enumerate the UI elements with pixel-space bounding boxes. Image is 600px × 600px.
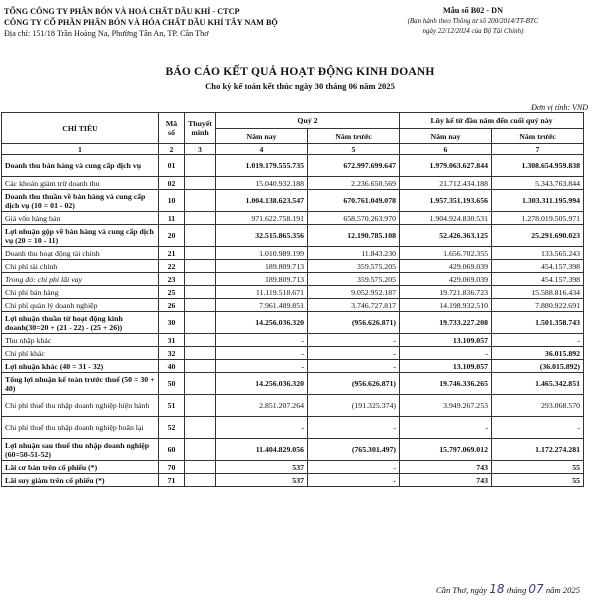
column-index-cell: 2 (159, 144, 185, 155)
row-note (185, 225, 216, 247)
row-note (185, 247, 216, 260)
row-code: 22 (159, 260, 185, 273)
form-note-2: ngày 22/12/2024 của Bộ Tài Chính) (422, 27, 524, 35)
row-note (185, 439, 216, 461)
row-label: Giá vốn hàng bán (2, 212, 159, 225)
value-quarter-this-year: - (216, 347, 308, 360)
company-name: CÔNG TY CỔ PHẦN PHÂN BÓN VÀ HÓA CHẤT DẦU KHÍ TÂY NAM BỘ (4, 18, 278, 27)
header-ytd-this-year: Năm nay (400, 129, 492, 144)
value-ytd-last-year: (36.015.892) (492, 360, 584, 373)
value-ytd-last-year: 1.303.311.195.994 (492, 190, 584, 212)
value-quarter-last-year: (956.626.871) (308, 373, 400, 395)
header-quarter-last-year: Năm trước (308, 129, 400, 144)
table-row (2, 439, 584, 461)
signature-year: năm 2025 (545, 585, 580, 595)
column-index-cell: 3 (185, 144, 216, 155)
value-ytd-last-year: 55 (492, 474, 584, 487)
value-ytd-last-year: 1.501.358.743 (492, 312, 584, 334)
value-ytd-this-year: 21.712.434.188 (400, 177, 492, 190)
value-quarter-this-year: 1.010.989.199 (216, 247, 308, 260)
value-quarter-last-year: (191.325.374) (308, 395, 400, 417)
value-ytd-last-year: 1.278.019.505.971 (492, 212, 584, 225)
signature-place: Cần Thơ, ngày (435, 585, 488, 595)
value-quarter-this-year: 2.851.207.264 (216, 395, 308, 417)
row-note (185, 373, 216, 395)
report-subtitle: Cho kỳ kế toán kết thúc ngày 30 tháng 06 năm 2025 (205, 81, 395, 91)
value-ytd-last-year: 454.157.398 (492, 273, 584, 286)
value-quarter-this-year: 537 (216, 461, 308, 474)
value-quarter-last-year: 658.570.263.970 (308, 212, 400, 225)
value-quarter-this-year: 11.404.829.056 (216, 439, 308, 461)
row-label: Chi phí quản lý doanh nghiệp (2, 299, 159, 312)
value-quarter-this-year: 189.809.713 (216, 273, 308, 286)
row-note (185, 155, 216, 177)
value-quarter-last-year: 12.190.785.108 (308, 225, 400, 247)
row-code: 60 (159, 439, 185, 461)
value-ytd-this-year: 3.949.267.253 (400, 395, 492, 417)
signature-date (436, 582, 580, 596)
row-note (185, 461, 216, 474)
row-label: Lãi cơ bản trên cổ phiếu (*) (2, 461, 159, 474)
value-ytd-last-year: 1.465.342.851 (492, 373, 584, 395)
row-note (185, 360, 216, 373)
value-quarter-this-year: 14.256.036.320 (216, 312, 308, 334)
value-quarter-last-year: 359.575.205 (308, 273, 400, 286)
value-quarter-this-year: 971.622.758.191 (216, 212, 308, 225)
value-ytd-this-year: 15.797.069.012 (400, 439, 492, 461)
form-number: Mẫu số B02 - DN (442, 6, 504, 15)
row-code: 11 (159, 212, 185, 225)
value-ytd-this-year: 13.109.057 (400, 360, 492, 373)
value-quarter-last-year: 3.746.727.817 (308, 299, 400, 312)
row-code: 26 (159, 299, 185, 312)
row-label: Doanh thu thuần về bán hàng và cung cấp dịch vụ (10 = 01 - 02) (2, 190, 159, 212)
column-index-row (2, 144, 584, 155)
row-note (185, 417, 216, 439)
value-quarter-this-year: 1.019.179.555.735 (216, 155, 308, 177)
row-note (185, 190, 216, 212)
header-code: Mã số (159, 113, 185, 144)
row-note (185, 273, 216, 286)
row-label: Chi phí tài chính (2, 260, 159, 273)
row-code: 20 (159, 225, 185, 247)
value-ytd-last-year: 133.565.243 (492, 247, 584, 260)
value-ytd-last-year: 1.308.654.959.838 (492, 155, 584, 177)
column-index-cell: 7 (492, 144, 584, 155)
table-row (2, 334, 584, 347)
table-row (2, 417, 584, 439)
value-ytd-this-year: 1.979.063.627.844 (400, 155, 492, 177)
table-row (2, 360, 584, 373)
value-quarter-this-year: 537 (216, 474, 308, 487)
row-code: 30 (159, 312, 185, 334)
table-row (2, 190, 584, 212)
table-row (2, 373, 584, 395)
value-quarter-this-year: - (216, 417, 308, 439)
row-code: 51 (159, 395, 185, 417)
row-label: Chi phí khác (2, 347, 159, 360)
row-code: 02 (159, 177, 185, 190)
row-code: 50 (159, 373, 185, 395)
income-statement-table (1, 112, 584, 487)
value-ytd-last-year: 5.343.763.844 (492, 177, 584, 190)
value-ytd-this-year: 743 (400, 474, 492, 487)
value-ytd-this-year: 14.198.932.510 (400, 299, 492, 312)
value-ytd-last-year: 7.880.922.691 (492, 299, 584, 312)
value-quarter-last-year: - (308, 461, 400, 474)
value-ytd-this-year: 1.656.702.355 (400, 247, 492, 260)
row-note (185, 395, 216, 417)
row-code: 40 (159, 360, 185, 373)
value-quarter-last-year: 11.843.230 (308, 247, 400, 260)
table-row (2, 260, 584, 273)
table-row (2, 212, 584, 225)
row-label: Chi phí thuế thu nhập doanh nghiệp hoãn lại (2, 417, 159, 439)
table-row (2, 312, 584, 334)
row-label: Chi phí thuế thu nhập doanh nghiệp hiện hành (2, 395, 159, 417)
row-code: 31 (159, 334, 185, 347)
table-row (2, 273, 584, 286)
company-address: Địa chỉ: 151/18 Trần Hoàng Na, Phường Tân An, TP. Cần Thơ (4, 29, 209, 38)
value-quarter-last-year: 672.997.699.647 (308, 155, 400, 177)
signature-day: 18 (489, 582, 505, 596)
value-quarter-this-year: 32.515.865.356 (216, 225, 308, 247)
column-index-cell: 4 (216, 144, 308, 155)
value-quarter-this-year: 189.809.713 (216, 260, 308, 273)
column-index-cell: 5 (308, 144, 400, 155)
value-ytd-this-year: 1.904.924.830.531 (400, 212, 492, 225)
value-quarter-this-year: 7.961.489.851 (216, 299, 308, 312)
row-code: 70 (159, 461, 185, 474)
form-header (378, 6, 568, 36)
value-ytd-last-year: 15.588.816.434 (492, 286, 584, 299)
value-ytd-this-year: 429.069.039 (400, 260, 492, 273)
table-row (2, 247, 584, 260)
column-index-cell: 1 (2, 144, 159, 155)
row-note (185, 474, 216, 487)
value-ytd-last-year: 25.291.690.023 (492, 225, 584, 247)
value-ytd-this-year: 1.957.351.193.656 (400, 190, 492, 212)
row-code: 21 (159, 247, 185, 260)
value-quarter-last-year: - (308, 347, 400, 360)
row-code: 52 (159, 417, 185, 439)
row-code: 32 (159, 347, 185, 360)
value-ytd-last-year: 55 (492, 461, 584, 474)
value-ytd-this-year: 19.746.336.265 (400, 373, 492, 395)
row-label: Chi phí bán hàng (2, 286, 159, 299)
parent-company-name: TỔNG CÔNG TY PHÂN BÓN VÀ HOÁ CHẤT DẦU KHÍ - CTCP (4, 7, 240, 16)
value-quarter-last-year: - (308, 474, 400, 487)
row-code: 23 (159, 273, 185, 286)
report-title: BÁO CÁO KẾT QUẢ HOẠT ĐỘNG KINH DOANH (165, 66, 435, 78)
value-ytd-this-year: - (400, 417, 492, 439)
value-ytd-this-year: - (400, 347, 492, 360)
value-ytd-this-year: 52.426.363.125 (400, 225, 492, 247)
column-index-cell: 6 (400, 144, 492, 155)
row-code: 25 (159, 286, 185, 299)
value-quarter-this-year: 11.119.518.671 (216, 286, 308, 299)
row-label: Lợi nhuận gộp về bán hàng và cung cấp dịch vụ (20 = 10 - 11) (2, 225, 159, 247)
value-quarter-last-year: 359.575.205 (308, 260, 400, 273)
row-note (185, 299, 216, 312)
value-quarter-this-year: 15.040.932.188 (216, 177, 308, 190)
header-ytd: Lũy kế từ đầu năm đến cuối quý này (400, 113, 584, 129)
row-label: Thu nhập khác (2, 334, 159, 347)
row-label: Lợi nhuận sau thuế thu nhập doanh nghiệp (60=50-51-52) (2, 439, 159, 461)
value-ytd-last-year: 1.172.274.281 (492, 439, 584, 461)
value-quarter-last-year: - (308, 360, 400, 373)
company-header (4, 6, 278, 39)
row-label: Tổng lợi nhuận kế toán trước thuế (50 = 30 + 40) (2, 373, 159, 395)
value-quarter-last-year: 670.761.049.078 (308, 190, 400, 212)
table-row (2, 474, 584, 487)
value-quarter-last-year: 9.052.952.187 (308, 286, 400, 299)
row-note (185, 286, 216, 299)
row-label: Các khoản giảm trừ doanh thu (2, 177, 159, 190)
table-row (2, 461, 584, 474)
row-label: Doanh thu bán hàng và cung cấp dịch vụ (2, 155, 159, 177)
header-quarter-this-year: Năm nay (216, 129, 308, 144)
value-quarter-last-year: - (308, 417, 400, 439)
value-quarter-this-year: - (216, 334, 308, 347)
value-quarter-last-year: (765.301.497) (308, 439, 400, 461)
value-ytd-this-year: 743 (400, 461, 492, 474)
row-note (185, 212, 216, 225)
table-row (2, 347, 584, 360)
row-label: Trong đó: chi phí lãi vay (2, 273, 159, 286)
value-ytd-last-year: 293.068.570 (492, 395, 584, 417)
value-ytd-last-year: - (492, 417, 584, 439)
header-note: Thuyết minh (185, 113, 216, 144)
header-ytd-last-year: Năm trước (492, 129, 584, 144)
value-ytd-last-year: - (492, 334, 584, 347)
row-code: 01 (159, 155, 185, 177)
value-ytd-this-year: 13.109.057 (400, 334, 492, 347)
value-ytd-last-year: 454.157.398 (492, 260, 584, 273)
row-note (185, 312, 216, 334)
value-quarter-last-year: (956.626.871) (308, 312, 400, 334)
table-row (2, 155, 584, 177)
table-row (2, 299, 584, 312)
table-row (2, 177, 584, 190)
row-label: Lợi nhuận khác (40 = 31 - 32) (2, 360, 159, 373)
table-row (2, 225, 584, 247)
currency-unit: Đơn vị tính: VND (531, 103, 588, 112)
table-row (2, 286, 584, 299)
row-label: Doanh thu hoạt động tài chính (2, 247, 159, 260)
value-quarter-last-year: - (308, 334, 400, 347)
value-ytd-this-year: 429.069.039 (400, 273, 492, 286)
row-note (185, 334, 216, 347)
value-quarter-this-year: 1.004.138.623.547 (216, 190, 308, 212)
signature-month-word: tháng (506, 585, 527, 595)
row-code: 71 (159, 474, 185, 487)
row-note (185, 177, 216, 190)
row-note (185, 260, 216, 273)
row-label: Lãi suy giảm trên cổ phiếu (*) (2, 474, 159, 487)
value-quarter-last-year: 2.236.650.569 (308, 177, 400, 190)
form-note-1: (Ban hành theo Thông tư số 200/2014/TT-BTC (407, 17, 539, 25)
value-quarter-this-year: - (216, 360, 308, 373)
value-quarter-this-year: 14.256.036.320 (216, 373, 308, 395)
signature-month: 07 (528, 582, 544, 596)
row-label: Lợi nhuận thuần từ hoạt động kinh doanh(30=20 + (21 - 22) - (25 + 26)) (2, 312, 159, 334)
value-ytd-this-year: 19.721.836.723 (400, 286, 492, 299)
value-ytd-this-year: 19.733.227.208 (400, 312, 492, 334)
header-quarter: Quý 2 (216, 113, 400, 129)
row-note (185, 347, 216, 360)
header-item: CHỈ TIÊU (2, 113, 159, 144)
value-ytd-last-year: 36.015.892 (492, 347, 584, 360)
table-row (2, 395, 584, 417)
row-code: 10 (159, 190, 185, 212)
